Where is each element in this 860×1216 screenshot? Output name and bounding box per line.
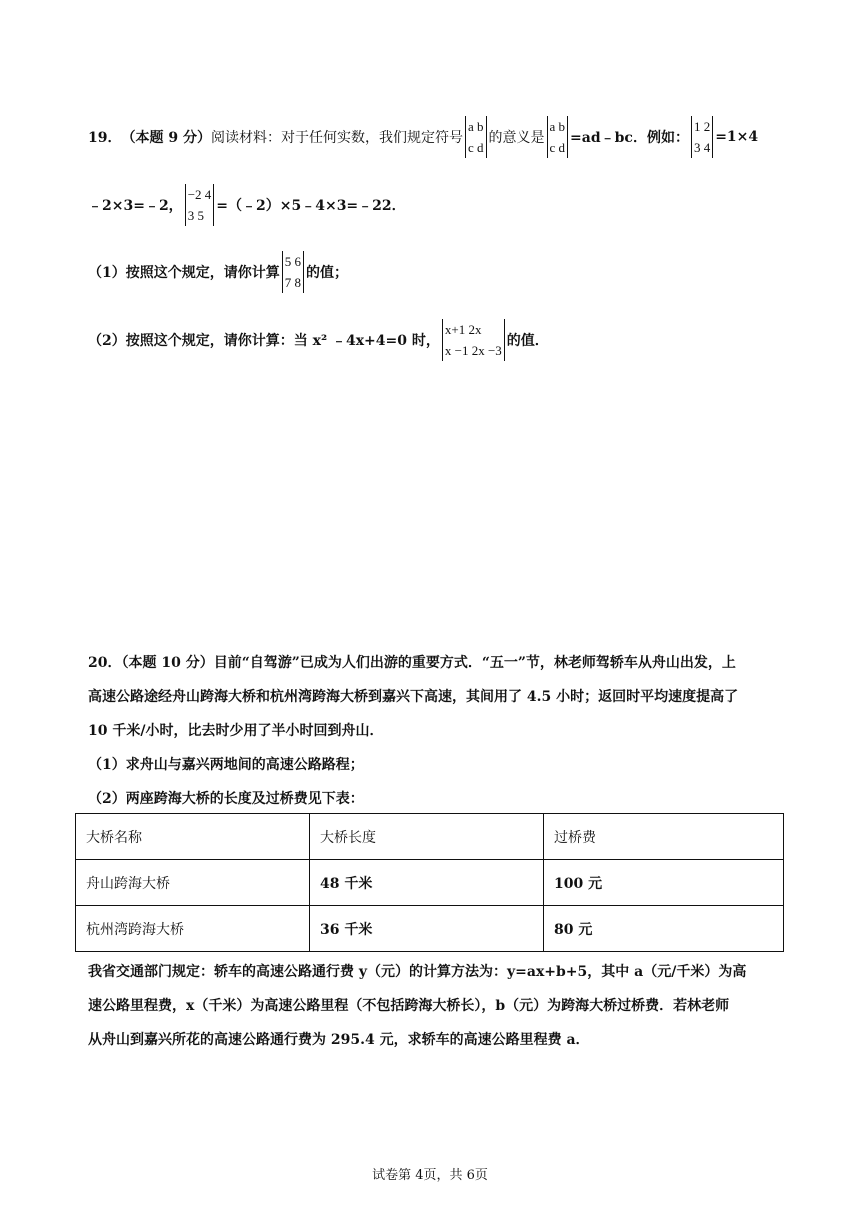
q19-example-result: =1×4: [715, 129, 759, 145]
det-abcd-1: a b c d: [465, 116, 487, 158]
table-row: [76, 906, 784, 952]
q19-part2-suffix: 的值．: [506, 333, 549, 349]
det-abcd-2: a b c d: [547, 116, 569, 158]
q19-score: （本题 9 分）: [121, 130, 211, 146]
q19-line2-start: ﹣2×3=﹣2，: [88, 198, 183, 214]
q19-part1-prefix: （1）按照这个规定，请你计算: [88, 265, 280, 281]
cell-toll: 100 元: [544, 860, 784, 906]
q20-after2: 速公路里程费，x（千米）为高速公路里程（不包括跨海大桥长），b（元）为跨海大桥过桥费．若林老师: [88, 998, 730, 1014]
page-footer: 试卷第 4页，共 6页: [372, 1168, 488, 1183]
cell-length: 48 千米: [310, 860, 544, 906]
q19-line1: [88, 116, 758, 158]
q19-formula: =ad﹣bc．例如：: [570, 130, 689, 146]
q19-line2-end: =（﹣2）×5﹣4×3=﹣22．: [216, 198, 406, 214]
q19-part1-suffix: 的值；: [306, 265, 348, 281]
bridge-table: [75, 813, 784, 952]
det-1234: 1 2 3 4: [691, 116, 713, 158]
q19-line2: [88, 184, 406, 226]
header-toll: 过桥费: [544, 814, 784, 860]
det-neg2-4: −2 4 3 5: [185, 184, 215, 226]
det-x: x+1 2x x −1 2x −3: [442, 319, 505, 361]
q19-part1: [88, 251, 348, 293]
q20-after3: 从舟山到嘉兴所花的高速公路通行费为 295.4 元，求轿车的高速公路里程费 a．: [88, 1032, 590, 1048]
det-5678: 5 6 7 8: [282, 251, 304, 293]
q20-line3: 10 千米/小时，比去时少用了半小时回到舟山．: [88, 723, 384, 739]
cell-name: 杭州湾跨海大桥: [76, 906, 310, 952]
q19-intro: 阅读材料：对于任何实数，我们规定符号: [210, 130, 463, 146]
q20-after1: 我省交通部门规定：轿车的高速公路通行费 y（元）的计算方法为：y=ax+b+5，其中 a（元/千米）为高: [88, 964, 747, 980]
table-header-row: [76, 814, 784, 860]
cell-name: 舟山跨海大桥: [76, 860, 310, 906]
q20-line1: 20．（本题 10 分）目前“自驾游”已成为人们出游的重要方式．“五一”节，林老师驾轿车从舟山出发，上: [88, 655, 736, 671]
cell-length: 36 千米: [310, 906, 544, 952]
cell-toll: 80 元: [544, 906, 784, 952]
table-row: [76, 860, 784, 906]
q19-meaning: 的意义是: [488, 130, 545, 146]
header-bridge-name: 大桥名称: [76, 814, 310, 860]
header-bridge-length: 大桥长度: [310, 814, 544, 860]
q20-part1: （1）求舟山与嘉兴两地间的高速公路路程；: [88, 757, 364, 773]
q19-number: 19．: [88, 130, 122, 146]
q20-part2: （2）两座跨海大桥的长度及过桥费见下表：: [88, 791, 364, 807]
q20-line2: 高速公路途经舟山跨海大桥和杭州湾跨海大桥到嘉兴下高速，其间用了 4.5 小时；返回时平均速度提高了: [88, 689, 739, 705]
q19-part2: [88, 319, 549, 361]
q19-part2-prefix: （2）按照这个规定，请你计算：当 x² ﹣4x+4=0 时，: [88, 333, 440, 349]
